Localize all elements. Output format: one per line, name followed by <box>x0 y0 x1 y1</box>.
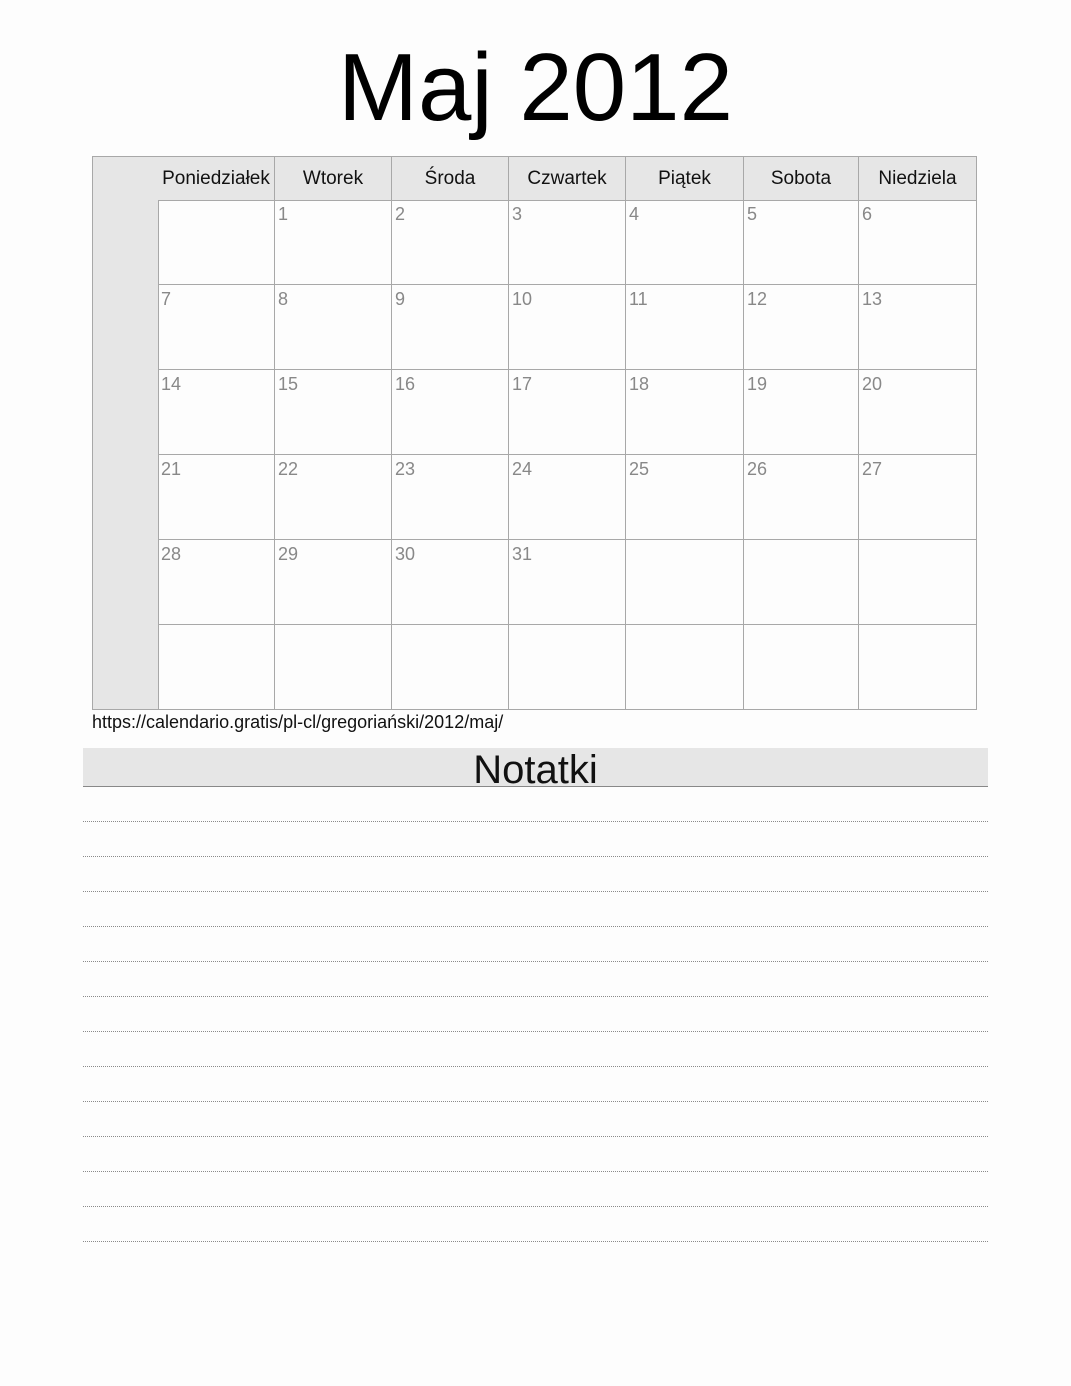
day-number: 1 <box>278 204 289 224</box>
day-cell <box>509 200 626 284</box>
day-number: 10 <box>512 289 533 309</box>
day-number: 30 <box>395 544 416 564</box>
day-number: 2 <box>395 204 406 224</box>
notes-line <box>83 1172 988 1207</box>
day-cell <box>626 200 744 284</box>
day-number: 16 <box>395 374 416 394</box>
day-cell <box>275 285 392 369</box>
day-number: 31 <box>512 544 533 564</box>
day-number: 20 <box>862 374 883 394</box>
weekday-wednesday: Środa <box>392 157 509 200</box>
day-cell <box>158 200 275 284</box>
day-cell <box>275 455 392 539</box>
day-cell <box>158 455 275 539</box>
day-cell <box>392 455 509 539</box>
month-calendar <box>92 156 977 710</box>
day-number: 6 <box>862 204 873 224</box>
week-row <box>158 200 976 285</box>
day-number: 25 <box>629 459 650 479</box>
day-number: 11 <box>629 289 648 309</box>
week-row <box>158 285 976 370</box>
day-cell <box>392 625 509 710</box>
day-cell <box>859 540 976 624</box>
day-number: 22 <box>278 459 299 479</box>
day-cell <box>626 540 744 624</box>
day-cell <box>275 370 392 454</box>
notes-title: Notatki <box>83 748 988 787</box>
week-row <box>158 625 976 710</box>
day-cell <box>744 200 859 284</box>
day-cell <box>275 540 392 624</box>
day-number: 15 <box>278 374 299 394</box>
weekday-tuesday: Wtorek <box>275 157 392 200</box>
week-row <box>158 370 976 455</box>
notes-line <box>83 1067 988 1102</box>
day-number: 23 <box>395 459 416 479</box>
day-number: 18 <box>629 374 650 394</box>
notes-line <box>83 962 988 997</box>
day-cell <box>744 625 859 710</box>
day-cell <box>158 540 275 624</box>
day-number: 3 <box>512 204 523 224</box>
day-cell <box>859 625 976 710</box>
notes-line <box>83 1137 988 1172</box>
day-cell <box>626 285 744 369</box>
day-number: 7 <box>161 289 172 309</box>
day-cell <box>744 370 859 454</box>
day-number: 9 <box>395 289 406 309</box>
day-cell <box>509 285 626 369</box>
day-number: 8 <box>278 289 289 309</box>
day-number: 19 <box>747 374 768 394</box>
day-cell <box>744 285 859 369</box>
day-cell <box>509 625 626 710</box>
page-title: Maj 2012 <box>338 34 733 141</box>
day-cell <box>626 625 744 710</box>
weekday-saturday: Sobota <box>744 157 859 200</box>
day-number: 12 <box>747 289 768 309</box>
day-cell <box>392 285 509 369</box>
day-number: 28 <box>161 544 182 564</box>
day-number: 14 <box>161 374 182 394</box>
notes-line <box>83 822 988 857</box>
day-cell <box>158 625 275 710</box>
weekday-thursday: Czwartek <box>509 157 626 200</box>
day-number: 13 <box>862 289 883 309</box>
day-number: 29 <box>278 544 299 564</box>
weekday-header-row <box>158 157 976 201</box>
day-cell <box>158 370 275 454</box>
day-number: 17 <box>512 374 533 394</box>
day-cell <box>744 540 859 624</box>
notes-line <box>83 1102 988 1137</box>
notes-line <box>83 927 988 962</box>
day-cell <box>509 370 626 454</box>
day-cell <box>275 200 392 284</box>
day-cell <box>392 540 509 624</box>
day-cell <box>859 455 976 539</box>
day-cell <box>158 285 275 369</box>
day-number: 24 <box>512 459 533 479</box>
notes-line <box>83 1032 988 1067</box>
day-cell <box>275 625 392 710</box>
source-url[interactable]: https://calendario.gratis/pl-cl/gregoriański/2012/maj/ <box>92 712 504 732</box>
day-cell <box>626 455 744 539</box>
notes-line <box>83 892 988 927</box>
week-row <box>158 540 976 625</box>
notes-lines <box>83 787 988 1242</box>
day-number: 26 <box>747 459 768 479</box>
day-cell <box>859 370 976 454</box>
day-cell <box>744 455 859 539</box>
notes-line <box>83 857 988 892</box>
day-number: 27 <box>862 459 883 479</box>
day-cell <box>509 540 626 624</box>
day-number: 4 <box>629 204 640 224</box>
weekday-monday: Poniedziałek <box>158 157 275 200</box>
day-cell <box>392 370 509 454</box>
day-cell <box>392 200 509 284</box>
week-number-column <box>93 157 159 709</box>
day-cell <box>626 370 744 454</box>
day-cell <box>859 285 976 369</box>
day-grid <box>158 200 976 709</box>
day-number: 5 <box>747 204 758 224</box>
weekday-sunday: Niedziela <box>878 168 957 189</box>
notes-line <box>83 997 988 1032</box>
notes-line <box>83 787 988 822</box>
weekday-friday: Piątek <box>626 157 744 200</box>
notes-line <box>83 1207 988 1242</box>
day-number: 21 <box>161 459 182 479</box>
week-row <box>158 455 976 540</box>
day-cell <box>859 200 976 284</box>
day-cell <box>509 455 626 539</box>
